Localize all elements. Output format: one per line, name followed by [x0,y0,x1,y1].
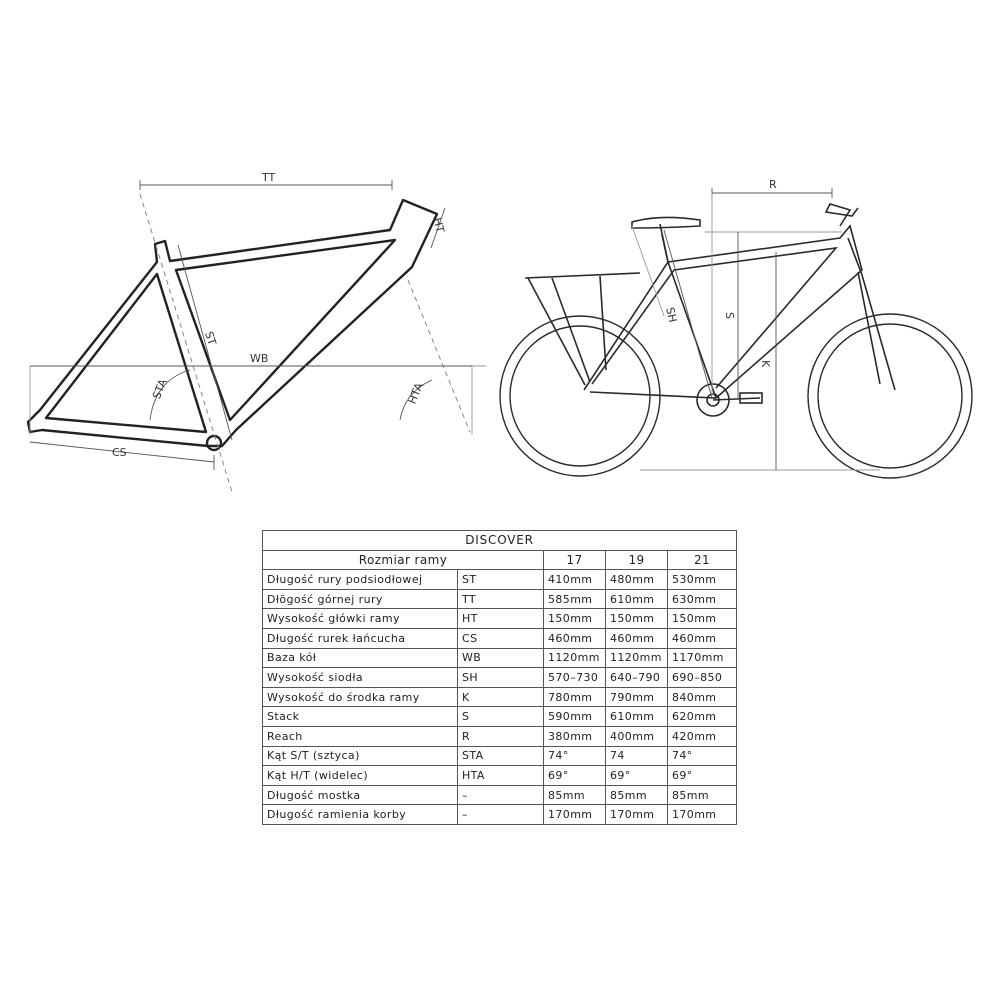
frame-geometry-drawing [28,171,486,492]
geometry-spec-table [262,530,737,825]
table-row [263,707,737,727]
frame-label-sta: STA [150,377,170,401]
row-value-19: 150mm [606,609,668,629]
row-name: Wysokość główki ramy [263,609,458,629]
table-row [263,726,737,746]
row-value-19: 610mm [606,589,668,609]
table-row [263,570,737,590]
frame-label-st: ST [202,329,219,347]
header-frame-size: Rozmiar ramy [263,550,544,570]
row-value-19: 400mm [606,726,668,746]
bike-label-r: R [769,178,777,191]
saddle [632,217,700,228]
row-name: Baza kół [263,648,458,668]
row-code: HTA [458,766,544,786]
table-row [263,628,737,648]
row-value-17: 780mm [544,687,606,707]
row-value-19: 74 [606,746,668,766]
row-name: Dłögość górnej rury [263,589,458,609]
row-value-21: 74° [668,746,737,766]
row-value-21: 460mm [668,628,737,648]
header-size-19: 19 [606,550,668,570]
row-code: TT [458,589,544,609]
row-value-19: 790mm [606,687,668,707]
row-code: K [458,687,544,707]
table-row [263,668,737,688]
row-name: Reach [263,726,458,746]
row-value-21: 690–850 [668,668,737,688]
row-value-17: 85mm [544,785,606,805]
table-row [263,589,737,609]
row-value-21: 1170mm [668,648,737,668]
table-header-row [263,550,737,570]
header-size-21: 21 [668,550,737,570]
front-wheel [808,314,972,478]
row-value-19: 480mm [606,570,668,590]
row-value-21: 69° [668,766,737,786]
table-row [263,648,737,668]
row-name: Wysokość siodła [263,668,458,688]
table-row [263,766,737,786]
rear-wheel [500,316,660,476]
row-value-21: 170mm [668,805,737,825]
row-value-21: 420mm [668,726,737,746]
table-title: DISCOVER [263,531,737,551]
row-value-19: 69° [606,766,668,786]
bike-label-sh: SH [663,306,680,324]
row-code: CS [458,628,544,648]
row-value-21: 630mm [668,589,737,609]
bike-frame [584,226,862,398]
frame-label-tt: TT [262,171,276,184]
row-name: Stack [263,707,458,727]
row-name: Długość ramienia korby [263,805,458,825]
frame-label-wb: WB [250,352,269,365]
row-value-17: 69° [544,766,606,786]
row-value-19: 170mm [606,805,668,825]
row-code: – [458,785,544,805]
row-value-17: 74° [544,746,606,766]
row-name: Długość rurek łańcucha [263,628,458,648]
frame-label-cs: CS [112,446,127,459]
row-value-21: 620mm [668,707,737,727]
row-code: SH [458,668,544,688]
table-row [263,609,737,629]
row-value-17: 585mm [544,589,606,609]
row-value-17: 380mm [544,726,606,746]
bike-label-k: K [759,360,772,368]
row-value-17: 170mm [544,805,606,825]
row-code: STA [458,746,544,766]
handlebar [826,204,858,226]
frame-label-hta: HTA [405,380,426,406]
row-code: WB [458,648,544,668]
row-value-19: 1120mm [606,648,668,668]
row-value-19: 610mm [606,707,668,727]
row-value-21: 530mm [668,570,737,590]
row-value-17: 590mm [544,707,606,727]
row-name: Kąt S/T (sztyca) [263,746,458,766]
row-code: – [458,805,544,825]
table-body [263,570,737,825]
table-row [263,785,737,805]
row-name: Długość rury podsiodłowej [263,570,458,590]
bike-label-s: S [723,312,736,319]
frame-main-triangle-inner [176,240,395,420]
table-row [263,805,737,825]
row-value-19: 85mm [606,785,668,805]
row-value-19: 460mm [606,628,668,648]
row-name: Wysokość do środka ramy [263,687,458,707]
row-name: Długość mostka [263,785,458,805]
table-row [263,687,737,707]
row-value-21: 840mm [668,687,737,707]
frame-rear-triangle-inner [46,274,206,432]
row-value-19: 640–790 [606,668,668,688]
row-value-17: 570–730 [544,668,606,688]
row-value-21: 85mm [668,785,737,805]
bike-side-view-drawing [500,178,972,478]
row-code: S [458,707,544,727]
frame-outline [28,200,437,446]
row-code: R [458,726,544,746]
row-value-17: 150mm [544,609,606,629]
row-value-21: 150mm [668,609,737,629]
header-size-17: 17 [544,550,606,570]
table-row [263,746,737,766]
frame-label-ht: HT [430,216,447,235]
row-value-17: 460mm [544,628,606,648]
row-value-17: 1120mm [544,648,606,668]
row-value-17: 410mm [544,570,606,590]
table-title-row [263,531,737,551]
row-code: ST [458,570,544,590]
row-code: HT [458,609,544,629]
row-name: Kąt H/T (widelec) [263,766,458,786]
